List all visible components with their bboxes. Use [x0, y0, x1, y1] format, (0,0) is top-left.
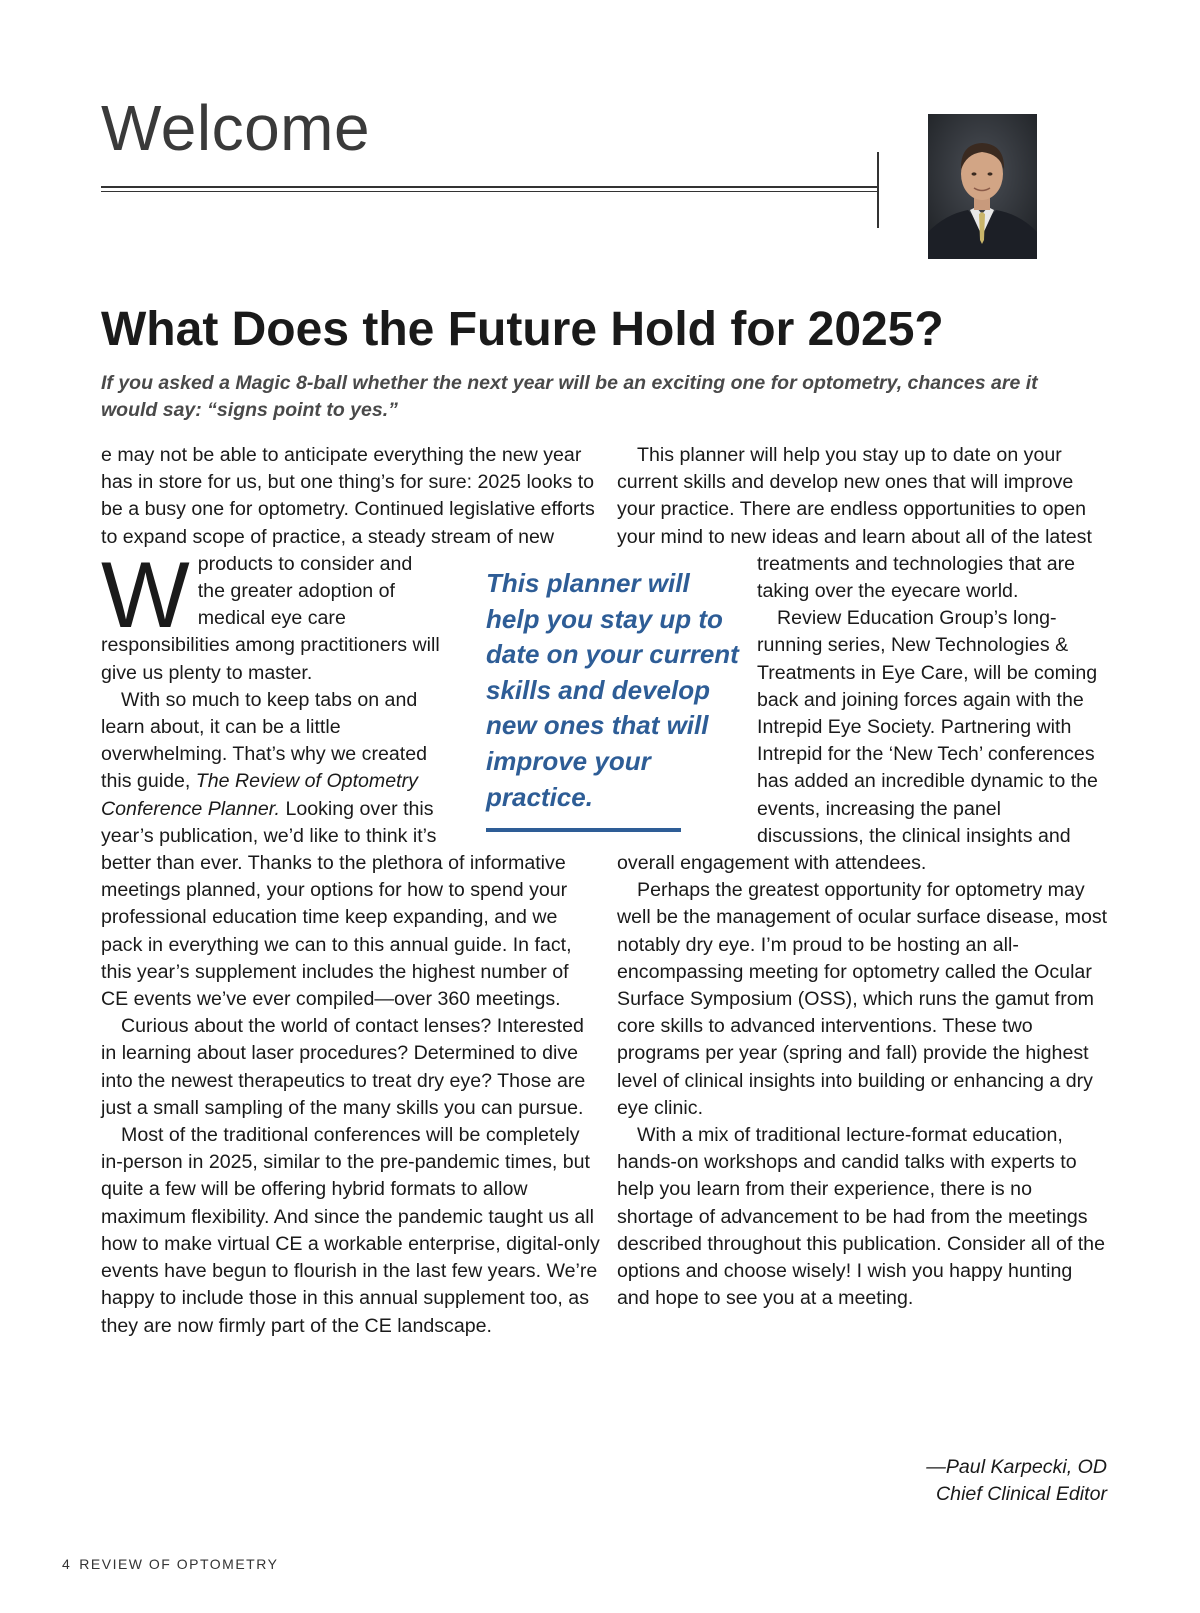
article-headline: What Does the Future Hold for 2025?: [101, 303, 944, 356]
signature: [780, 1454, 1107, 1508]
paragraph: Curious about the world of contact lenses? Interested in learning about laser procedures? Determined to dive into the newest therapeutics to treat dry eye? Those are just a small sampling of the many skills you can pursue.: [101, 1015, 586, 1119]
pull-quote: This planner will help you stay up to date on your current skills and develop new ones that will improve your practice.: [486, 568, 739, 812]
title-rule-top: [101, 186, 878, 188]
paragraph: W e may not be able to anticipate everything the new year has in store for us, but one thing’s for sure: 2025 looks to be a busy one for optometry. Continued legislative efforts to expand scope of practice, a steady stream of new products to consider and the greater adoption of medical eye care responsibilities among practitioners will give us plenty to master.: [101, 444, 595, 684]
author-photo: [928, 114, 1037, 259]
title-rule-bottom: [101, 191, 878, 192]
page-footer: [62, 1556, 278, 1572]
paragraph: With so much to keep tabs on and learn about, it can be a little overwhelming. That’s why we created this guide, The Review of Optometry Conference Planner. Looking over this year’s publication, we’d like to think it’s better than ever. Thanks to the plethora of informative meetings planned, your options for how to spend your professional education time keep expanding, and we pack in everything we can to this annual guide. In fact, this year’s supplement includes the highest number of CE events we’ve ever compiled—over 360 meetings.: [101, 688, 572, 1011]
page-number: 4: [62, 1556, 72, 1572]
signature-title: Chief Clinical Editor: [936, 1483, 1107, 1505]
paragraph: Most of the traditional conferences will be completely in-person in 2025, similar to the pre-pandemic times, but quite a few will be offering hybrid formats to allow maximum flexibility. And since the pandemic taught us all how to make virtual CE a workable enterprise, digital-only events have begun to flourish in the last few years. We’re happy to include those in this annual supplement too, as they are now firmly part of the CE landscape.: [101, 1124, 600, 1337]
paragraph: Perhaps the greatest opportunity for optometry may well be the management of ocular surface disease, most notably dry eye. I’m proud to be hosting an all-encompassing meeting for optometry called the Ocular Surface Symposium (OSS), which runs the gamut from core skills to advanced interventions. These two programs per year (spring and fall) provide the highest level of clinical insights into building or enhancing a dry eye clinic.: [617, 879, 1108, 1119]
publication-title: The Review of Optometry Conference Planner.: [101, 770, 418, 820]
title-rule-vertical: [877, 152, 879, 228]
paragraph: This planner will help you stay up to date on your current skills and develop new ones that will improve your practice. There are endless opportunities to open your mind to new ideas and learn about all of the latest treatments and technologies that are taking over the eyecare world.: [617, 444, 1092, 603]
drop-cap: W: [101, 542, 190, 647]
author-portrait-icon: [928, 114, 1037, 259]
pull-quote-rule: [486, 828, 681, 832]
paragraph: With a mix of traditional lecture-format education, hands-on workshops and candid talks with experts to help you learn from their experience, there is no shortage of advancement to be had from the meetings described throughout this publication. Consider all of the options and choose wisely! I wish you happy hunting and hope to see you at a meeting.: [617, 1124, 1105, 1310]
publication-name: REVIEW OF OPTOMETRY: [79, 1556, 279, 1572]
article-dek: If you asked a Magic 8-ball whether the next year will be an exciting one for optometry, chances are it would say: “signs point to yes.”: [101, 372, 1038, 421]
section-title: Welcome: [101, 92, 371, 164]
paragraph: Review Education Group’s long-running series, New Technologies & Treatments in Eye Care, will be coming back and joining forces again with the Intrepid Eye Society. Partnering with Intrepid for the ‘New Tech’ conferences has added an incredible dynamic to the events, increasing the panel discussions, the clinical insights and overall engagement with attendees.: [617, 607, 1098, 875]
signature-name: —Paul Karpecki, OD: [926, 1456, 1107, 1478]
